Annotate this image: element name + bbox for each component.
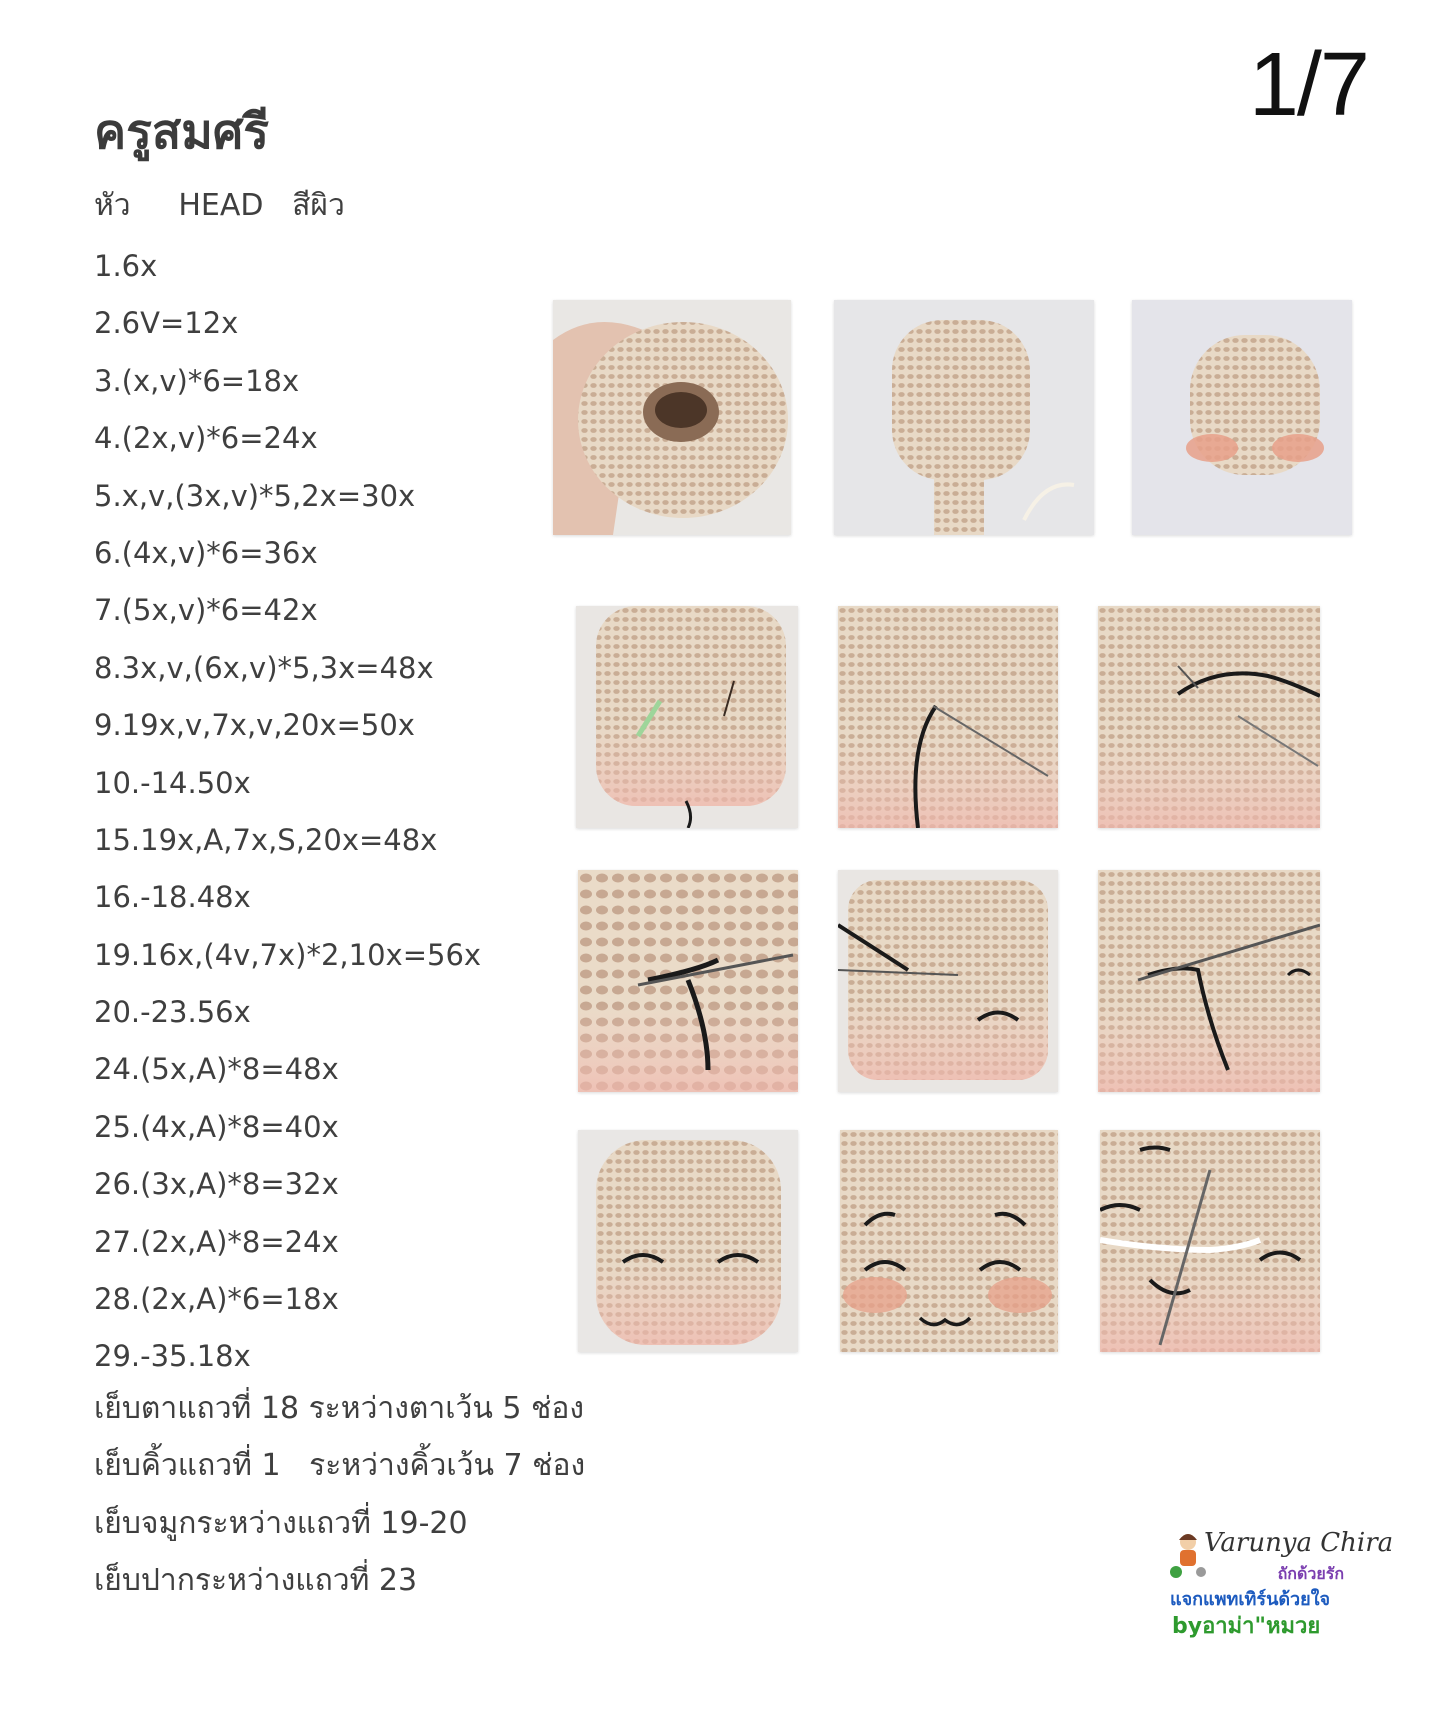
pattern-row: 10.-14.50x <box>94 765 251 800</box>
section-english-label: HEAD <box>178 188 264 223</box>
finished-eyes-photo <box>578 1130 798 1352</box>
embroidery-step-3-photo <box>1098 606 1320 828</box>
page-title: ครูสมศรี <box>94 104 270 160</box>
note-eyebrows: เย็บคิ้วแถวที่ 1 ระหว่างคิ้วเว้น 7 ช่อง <box>94 1448 586 1484</box>
note-eyes: เย็บตาแถวที่ 18 ระหว่างตาเว้น 5 ช่อง <box>94 1391 585 1426</box>
pattern-row: 24.(5x,A)*8=48x <box>94 1052 339 1087</box>
pattern-row: 8.3x,v,(6x,v)*5,3x=48x <box>94 650 434 685</box>
crochet-head-blush-photo <box>1132 300 1352 535</box>
embroidery-step-5-photo <box>838 870 1058 1092</box>
pattern-row: 7.(5x,v)*6=42x <box>94 593 318 628</box>
pattern-row: 4.(2x,v)*6=24x <box>94 421 318 456</box>
logo-line-2: แจกแพทเทิร์นด้วยใจ <box>1170 1589 1331 1610</box>
pattern-row: 1.6x <box>94 249 158 283</box>
pattern-row: 20.-23.56x <box>94 995 251 1030</box>
pattern-row: 28.(2x,A)*6=18x <box>94 1282 339 1317</box>
pattern-row: 15.19x,A,7x,S,20x=48x <box>94 822 438 857</box>
section-thai-label: หัว <box>94 188 131 223</box>
page-number: 1/7 <box>1248 35 1368 135</box>
crochet-ring-photo <box>553 300 791 535</box>
creator-signature: Varunya Chira <box>1204 1528 1394 1558</box>
section-heading <box>94 182 345 229</box>
note-mouth: เย็บปากระหว่างแถวที่ 23 <box>94 1563 418 1599</box>
pattern-row: 27.(2x,A)*8=24x <box>94 1224 339 1259</box>
logo-tagline: ถักด้วยรัก <box>1277 1564 1344 1583</box>
blush-stitching-photo <box>1100 1130 1320 1352</box>
pattern-row: 25.(4x,A)*8=40x <box>94 1109 339 1144</box>
embroidery-step-6-photo <box>1098 870 1320 1092</box>
pattern-row: 3.(x,v)*6=18x <box>94 363 300 398</box>
pattern-row: 19.16x,(4v,7x)*2,10x=56x <box>94 937 482 972</box>
section-color-label: สีผิว <box>292 188 345 223</box>
creator-logo <box>1160 1528 1394 1639</box>
pattern-row: 29.-35.18x <box>94 1339 251 1374</box>
crochet-head-on-stick-photo <box>834 300 1094 535</box>
pattern-row: 2.6V=12x <box>94 306 239 341</box>
pattern-row: 26.(3x,A)*8=32x <box>94 1167 339 1202</box>
pattern-rows <box>94 238 481 1386</box>
finished-face-photo <box>840 1130 1058 1352</box>
pattern-row: 16.-18.48x <box>94 880 251 915</box>
embroidery-notes <box>94 1380 585 1610</box>
embroidery-step-4-photo <box>578 870 798 1092</box>
logo-line-3: byอาม่า"หมวย <box>1172 1614 1321 1639</box>
pattern-row: 5.x,v,(3x,v)*5,2x=30x <box>94 478 416 513</box>
embroidery-step-1-photo <box>576 606 798 828</box>
pattern-row: 6.(4x,v)*6=36x <box>94 535 318 570</box>
note-nose: เย็บจมูกระหว่างแถวที่ 19-20 <box>94 1505 468 1541</box>
pattern-row: 9.19x,v,7x,v,20x=50x <box>94 708 415 743</box>
embroidery-step-2-photo <box>838 606 1058 828</box>
